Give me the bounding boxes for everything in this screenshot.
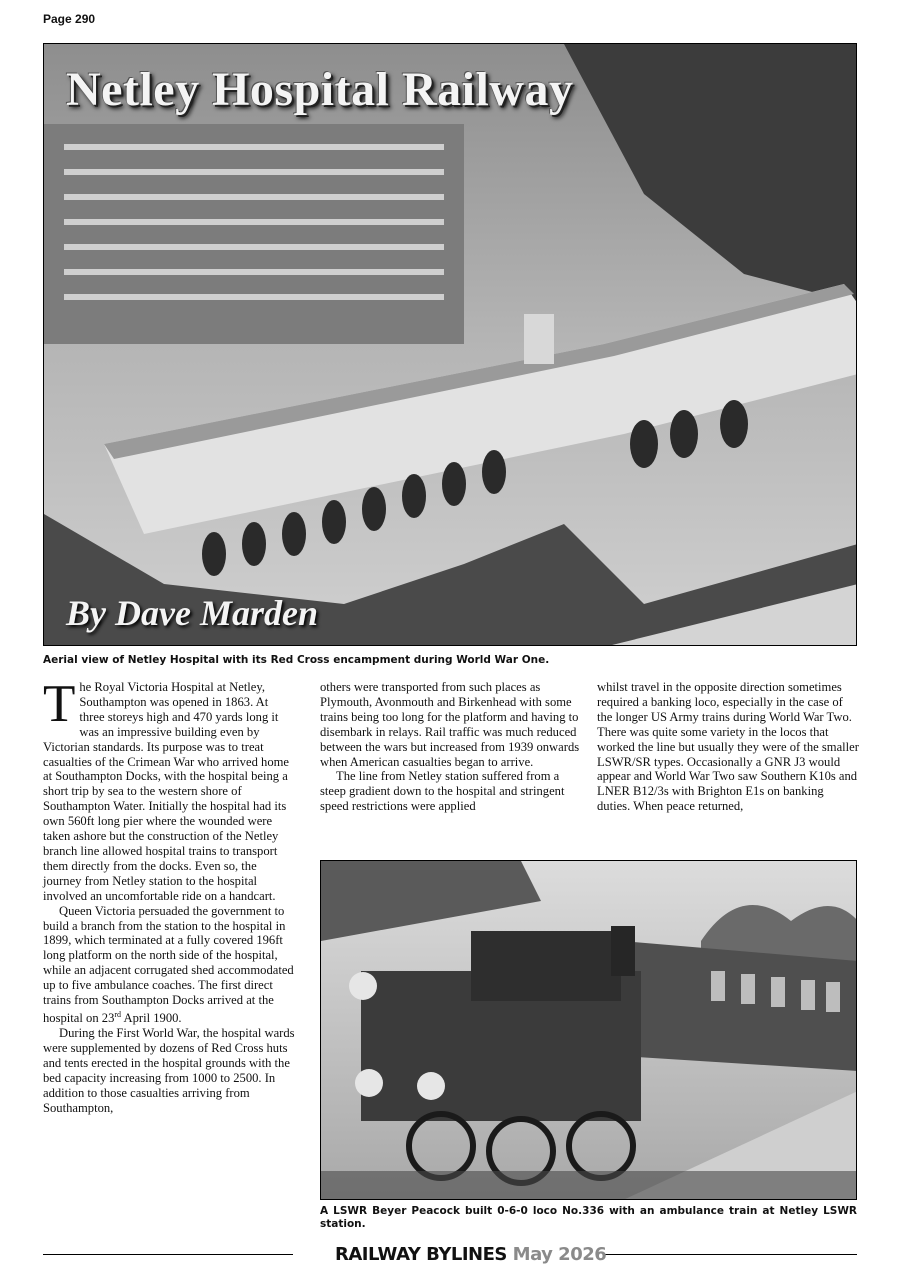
paragraph: whilst travel in the opposite direction sometimes required a banking loco, especially in the case of the longer US Army trains during World War Two. There was quite some variety in the locos that worked the line but usually they were of the smaller LSWR/SR types. Occasionally a GNR J3 would appear and World War Two saw Southern K10s and LNER B12/3s with Brighton E1s on banking duties. When peace returned, (597, 680, 859, 814)
paragraph-text: Queen Victoria persuaded the government to build a branch from the station to the hospital in 1899, which terminated at a fully covered 196ft long platform on the north side of the hospital, while an adjacent corrugated shed accommodated up to five ambulance coaches. The first direct trains from Southampton Docks arrived at the hospital on 23 (43, 903, 294, 1026)
paragraph: others were transported from such places as Plymouth, Avonmouth and Birkenhead with some trains being too long for the platform and having to disembark in relays. Rail traffic was much reduced between the wars but increased from 1939 onwards when American casualties began to arrive. (320, 680, 580, 769)
paragraph (43, 675, 295, 904)
body-column-3 (597, 680, 859, 814)
footer-rule-right (605, 1254, 857, 1255)
body-column-2 (320, 680, 580, 814)
paragraph: During the First World War, the hospital wards were supplemented by dozens of Red Cross huts and tents erected in the hospital grounds with the bed capacity increasing from 1000 to 2500. In addition to those casualties arriving from Southampton, (43, 1026, 295, 1115)
body-column-1 (43, 675, 295, 1115)
locomotive-photo-caption: A LSWR Beyer Peacock built 0-6-0 loco No.336 with an ambulance train at Netley LSWR station. (320, 1205, 857, 1230)
magazine-name: RAILWAY BYLINES (335, 1244, 507, 1265)
paragraph-text: April 1900. (121, 1011, 182, 1026)
article-title: Netley Hospital Railway (66, 63, 574, 116)
aerial-photo-caption: Aerial view of Netley Hospital with its Red Cross encampment during World War One. (43, 654, 550, 666)
paragraph-text: he Royal Victoria Hospital at Netley, Southampton was opened in 1863. At three storeys high and 470 yards long it was an impressive building even by Victorian standards. Its purpose was to treat casualties of the Crimean War who arrived home at Southampton Docks, with the hospital being a short trip by sea to the western shore of Southampton Water. Initially the hospital had its own 560ft long pier where the wounded were taken ashore but the construction of the Netley branch line allowed hospital trains to transport them directly from the docks. Even so, the journey from Netley station to the hospital involved an uncomfortable ride on a handcart. (43, 680, 289, 903)
drop-cap: T (43, 675, 76, 733)
superscript: rd (114, 1009, 122, 1019)
paragraph: The line from Netley station suffered from a steep gradient down to the hospital and stringent speed restrictions were applied (320, 769, 565, 814)
paragraph (43, 904, 295, 1026)
footer (335, 1244, 606, 1265)
page-number: Page 290 (43, 12, 96, 26)
aerial-photo (43, 43, 857, 646)
article-byline: By Dave Marden (66, 593, 318, 633)
footer-rule-left (43, 1254, 293, 1255)
locomotive-photo (320, 860, 857, 1200)
issue-date: May 2026 (512, 1244, 607, 1265)
